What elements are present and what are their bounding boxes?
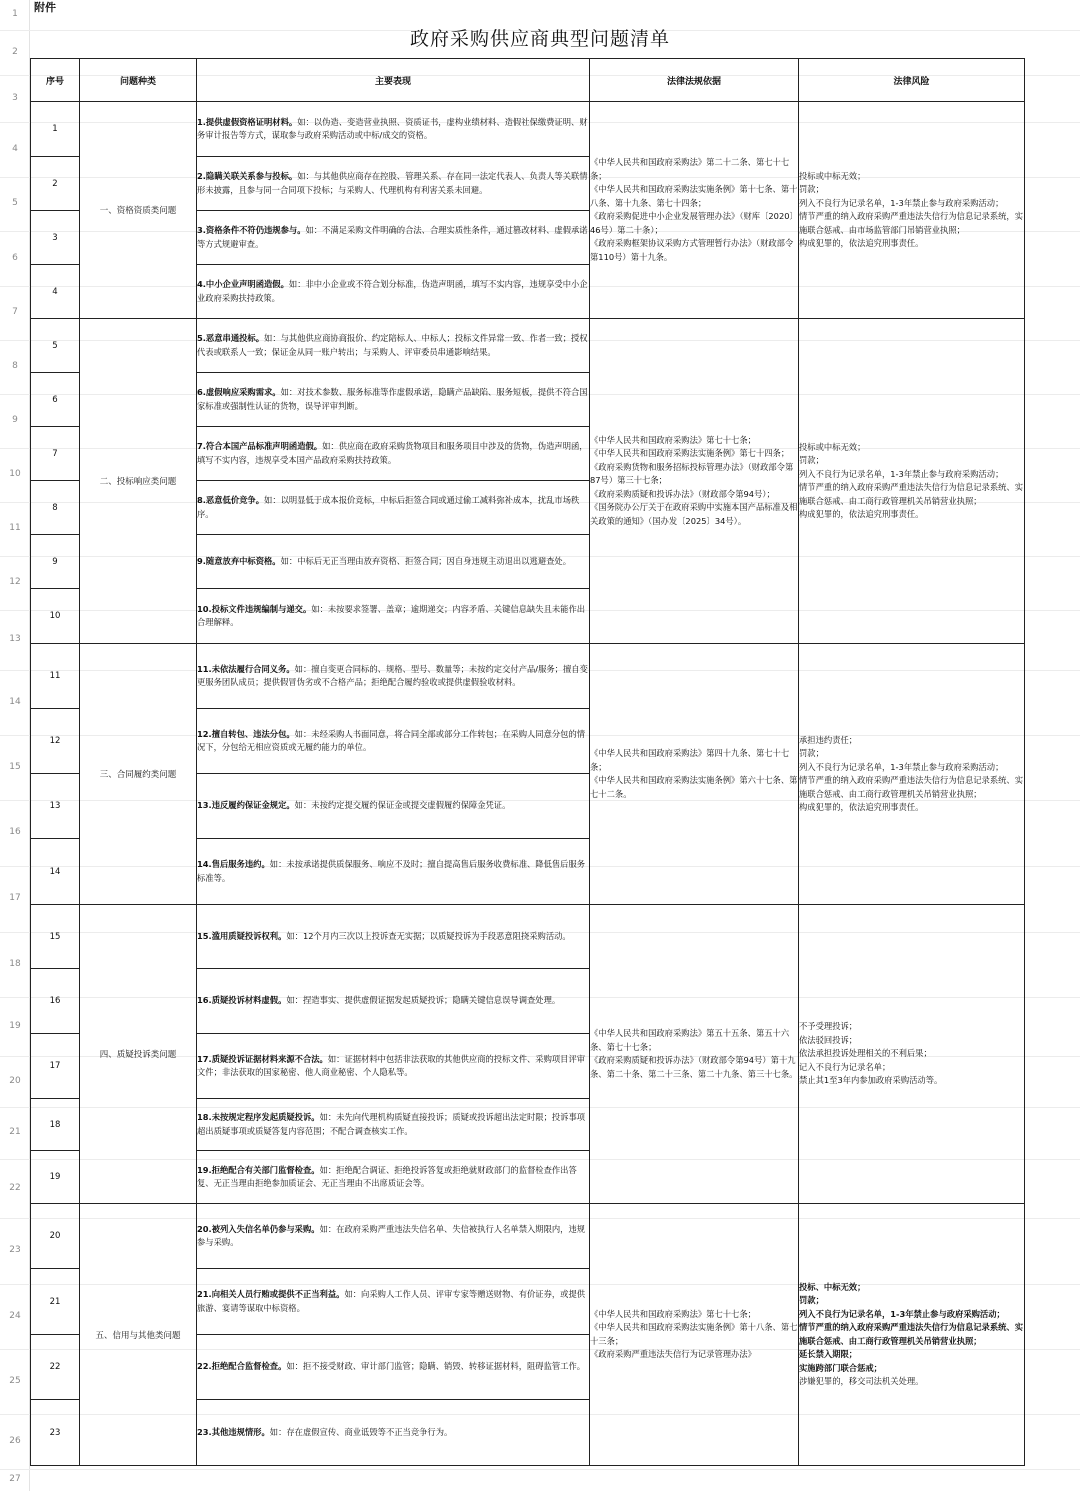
main-manifestation-cell [197,1099,590,1151]
problem-description: 如：擅自变更合同标的、规格、型号、数量等；未按约定交付产品/服务；擅自变更服务团队成员；提供假冒伪劣或不合格产品；拒绝配合履约验收或提供虚假验收材料。 [197,663,588,687]
legal-risk-item: 禁止其1至3年内参加政府采购活动等。 [799,1075,943,1086]
main-manifestation-cell [197,373,590,427]
problem-description: 如：未先向代理机构质疑直接投诉；质疑或投诉超出法定时限；投诉事项超出质疑事项或质疑答复内容范围；不配合调查核实工作。 [197,1112,586,1136]
main-manifestation-cell [197,1034,590,1099]
legal-risk-item: 罚款； [799,184,824,194]
problem-description: 如：未按承诺提供质保服务、响应不及时；擅自提高售后服务收费标准、降低售后服务标准等。 [197,859,586,883]
problem-title: 2.隐瞒关联关系参与投标。 [197,171,298,181]
problem-description: 如：捏造事实、提供虚假证据发起质疑投诉；隐瞒关键信息误导调查处理。 [286,995,561,1006]
main-manifestation-cell [197,839,590,905]
row-number: 18 [9,958,21,969]
main-manifestation-cell [197,1204,590,1269]
legal-risk-item: 构成犯罪的，依法追究刑事责任。 [799,509,924,519]
main-manifestation-cell [197,905,590,969]
row-number: 2 [12,46,18,57]
problem-description: 如：中标后无正当理由放弃资格、拒签合同；因自身违规主动退出以逃避查处。 [280,555,572,566]
row-number: 3 [12,92,18,103]
problem-title: 1.提供虚假资格证明材料。 [197,116,298,127]
problem-description: 如：12个月内三次以上投诉查无实据；以质疑投诉为手段恶意阻挠采购活动。 [286,930,571,941]
problem-description: 如：以明显低于成本报价竞标，中标后拒签合同或通过偷工减料弥补成本，扰乱市场秩序。 [197,495,580,519]
problem-description: 如：与其他供应商存在控股、管理关系、存在同一法定代表人、负责人等关联情形未披露，且参与同一合同项下投标；与采购人、代理机构有利害关系未回避。 [197,171,588,195]
legal-risk-cell [799,644,1025,905]
legal-basis-cell: 《中华人民共和国政府采购法》第七十七条； 《中华人民共和国政府采购法实施条例》第七十四条； 《政府采购货物和服务招标投标管理办法》（财政部令第87号）第三十七条； 《政府采购质疑和投诉办法》（财政部令第94号）； 《国务院办公厅关于在政府采购中实施本国产品标准及相关政策的通知》（国办发〔2025〕34号）。 [590,319,799,644]
serial-number-cell: 14 [31,839,80,905]
problem-title: 13.违反履约保证金规定。 [197,800,295,811]
problem-description: 如：在政府采购严重违法失信名单、失信被执行人名单禁入期限内，违规参与采购。 [197,1223,586,1247]
legal-risk-cell [799,102,1025,319]
problem-title: 9.随意放弃中标资格。 [197,555,281,566]
row-number: 22 [9,1182,21,1193]
problem-title: 12.擅自转包、违法分包。 [197,728,295,739]
problem-description: 如：拒不接受财政、审计部门监管；隐瞒、销毁、转移证据材料，阻碍监管工作。 [286,1361,586,1372]
serial-number-cell: 2 [31,157,80,211]
problem-title: 3.资格条件不符仍违规参与。 [197,225,306,235]
problem-description: 如：存在虚假宣传、商业诋毁等不正当竞争行为。 [269,1426,453,1437]
legal-risk-item: 投标、中标无效； [799,1281,866,1292]
problem-description: 如：未按要求签署、盖章；逾期递交；内容矛盾、关键信息缺失且未能作出合理解释。 [197,603,586,627]
row-number: 9 [12,415,18,425]
legal-risk-item: 延长禁入期限； [799,1349,858,1359]
header-serial-number: 序号 [31,59,80,102]
legal-risk-item: 承担违约责任； [799,734,858,745]
main-manifestation-cell [197,481,590,535]
legal-risk-item: 投标或中标无效； [799,170,866,181]
problem-title: 11.未依法履行合同义务。 [197,663,295,674]
header-legal-risk: 法律风险 [799,59,1025,102]
problem-description: 如：拒绝配合调证、拒绝投诉答复或拒绝就财政部门的监督检查作出答复、无正当理由拒绝参加质证会、无正当理由不出席质证会等。 [197,1164,577,1188]
legal-risk-item: 依法驳回投诉； [799,1034,858,1045]
serial-number-cell: 3 [31,211,80,265]
problem-category-cell: 三、合同履约类问题 [80,644,197,905]
legal-risk-item: 情节严重的纳入政府采购严重违法失信行为信息记录系统、实施联合惩戒、由工商行政管理机关吊销营业执照； [799,1322,1024,1346]
row-number: 11 [9,523,21,533]
legal-risk-item: 列入不良行为记录名单，1-3年禁止参与政府采购活动； [799,1308,1005,1319]
row-number: 12 [9,577,21,587]
problem-title: 5.恶意串通投标。 [197,333,265,343]
legal-risk-cell [799,319,1025,644]
row-number: 10 [9,469,21,479]
problem-description: 如：以伪造、变造营业执照、资质证书，虚构业绩材料、造假社保缴费证明、财务审计报告等方式，谋取参与政府采购活动或中标/成交的资格。 [197,116,588,140]
main-manifestation-cell [197,1335,590,1400]
table-header-row [31,59,1025,102]
problem-description: 如：证据材料中包括非法获取的其他供应商的投标文件、采购项目评审文件；非法获取的国家秘密、他人商业秘密、个人隐私等。 [197,1053,586,1077]
row-number: 19 [9,1020,21,1031]
legal-risk-item: 情节严重的纳入政府采购严重违法失信行为信息记录系统、实施联合惩戒、由工商行政管理机关吊销营业执照； [799,775,1024,799]
legal-risk-item: 构成犯罪的，依法追究刑事责任。 [799,802,924,812]
row-number: 1 [12,9,18,19]
table-row [31,102,1025,157]
legal-risk-item: 依法承担投诉处理相关的不利后果； [799,1048,932,1059]
problem-category-cell: 五、信用与其他类问题 [80,1204,197,1466]
problem-title: 7.符合本国产品标准声明函造假。 [197,441,323,451]
problem-title: 8.恶意低价竞争。 [197,495,265,505]
header-problem-category: 问题种类 [80,59,197,102]
problem-list-table [30,58,1025,1466]
serial-number-cell: 7 [31,427,80,481]
problem-description: 如：向采购人工作人员、评审专家等赠送财物、有价证券，或提供旅游、宴请等谋取中标资格。 [197,1289,586,1313]
problem-description: 如：与其他供应商协商报价、约定陪标人、中标人；投标文件异常一致、作者一致；授权代表或联系人一致；保证金从同一账户转出；与采购人、评审委员串通影响结果。 [197,333,588,357]
row-number: 14 [9,696,21,707]
problem-title: 17.质疑投诉证据材料来源不合法。 [197,1053,328,1064]
main-manifestation-cell [197,1400,590,1466]
serial-number-cell: 8 [31,481,80,535]
row-number: 26 [9,1435,21,1446]
serial-number-cell: 19 [31,1151,80,1204]
problem-title: 18.未按规定程序发起质疑投诉。 [197,1112,320,1122]
row-number: 6 [12,252,18,263]
legal-risk-item: 涉嫌犯罪的，移交司法机关处理。 [799,1376,924,1386]
legal-risk-item: 列入不良行为记录名单，1-3年禁止参与政府采购活动； [799,197,1004,208]
table-row [31,644,1025,709]
serial-number-cell: 15 [31,905,80,969]
main-manifestation-cell [197,969,590,1034]
legal-basis-cell: 《中华人民共和国政府采购法》第五十五条、第五十六条、第七十七条； 《政府采购质疑和投诉办法》（财政部令第94号）第十九条、第二十条、第二十三条、第二十九条、第三十七条。 [590,905,799,1204]
problem-title: 21.向相关人员行贿或提供不正当利益。 [197,1289,345,1299]
row-number: 27 [9,1474,21,1484]
serial-number-cell: 13 [31,774,80,839]
problem-description: 如：对技术参数、服务标准等作虚假承诺，隐瞒产品缺陷、服务短板，提供不符合国家标准或强制性认证的货物，误导评审判断。 [197,387,588,411]
main-manifestation-cell [197,535,590,589]
problem-title: 23.其他违规情形。 [197,1426,270,1437]
problem-description: 如：不满足采购文件明确的合法、合理实质性条件，通过篡改材料、虚假承诺等方式规避审查。 [197,225,588,249]
row-number: 25 [9,1375,21,1386]
row-number: 7 [12,307,18,317]
legal-basis-cell: 《中华人民共和国政府采购法》第二十二条、第七十七条； 《中华人民共和国政府采购法实施条例》第十七条、第十八条、第十九条、第七十四条； 《政府采购促进中小企业发展管理办法》（财库〔2020〕46号）第二十条）； 《政府采购框架协议采购方式管理暂行办法》（财政部令第110号）第十九条。 [590,102,799,319]
legal-risk-item: 罚款； [799,455,824,465]
main-manifestation-cell [197,709,590,774]
problem-description: 如：未按约定提交履约保证金或提交虚假履约保障金凭证。 [294,800,511,811]
problem-title: 16.质疑投诉材料虚假。 [197,995,287,1006]
serial-number-cell: 20 [31,1204,80,1269]
problem-title: 19.拒绝配合有关部门监督检查。 [197,1164,320,1175]
table-row [31,905,1025,969]
problem-category-cell: 二、投标响应类问题 [80,319,197,644]
legal-risk-item: 投标或中标无效； [799,441,866,452]
serial-number-cell: 21 [31,1269,80,1335]
attachment-label: 附件 [34,1,56,14]
legal-risk-cell [799,905,1025,1204]
serial-number-cell: 9 [31,535,80,589]
problem-title: 22.拒绝配合监督检查。 [197,1361,287,1372]
main-manifestation-cell [197,644,590,709]
row-number: 17 [9,893,21,903]
problem-title: 15.滥用质疑投诉权利。 [197,930,287,941]
main-manifestation-cell [197,774,590,839]
table-row [31,1204,1025,1269]
main-manifestation-cell [197,102,590,157]
serial-number-cell: 5 [31,319,80,373]
row-number: 23 [9,1245,21,1255]
serial-number-cell: 18 [31,1099,80,1151]
legal-risk-item: 实施跨部门联合惩戒； [799,1362,882,1373]
document-title: 政府采购供应商典型问题清单 [409,28,670,50]
row-number: 8 [12,361,18,371]
problem-title: 20.被列入失信名单仍参与采购。 [197,1223,320,1234]
legal-basis-cell: 《中华人民共和国政府采购法》第七十七条； 《中华人民共和国政府采购法实施条例》第十八条、第七十三条； 《政府采购严重违法失信行为记录管理办法》 [590,1204,799,1466]
row-number: 4 [12,143,18,154]
main-manifestation-cell [197,1269,590,1335]
main-manifestation-cell [197,211,590,265]
serial-number-cell: 23 [31,1400,80,1466]
row-number: 5 [12,198,18,208]
problem-category-cell: 一、资格资质类问题 [80,102,197,319]
problem-title: 10.投标文件违规编制与递交。 [197,603,312,614]
row-number: 16 [9,827,21,837]
row-number: 20 [9,1075,21,1086]
row-number: 21 [9,1127,21,1137]
legal-risk-item: 记入不良行为记录名单； [799,1061,891,1072]
legal-risk-item: 情节严重的纳入政府采购严重违法失信行为信息记录系统，实施联合惩戒、由市场监管部门吊销营业执照； [799,211,1024,235]
problem-description: 如：非中小企业或不符合划分标准，伪造声明函，填写不实内容，违规享受中小企业政府采购扶持政策。 [197,279,588,303]
problem-title: 4.中小企业声明函造假。 [197,279,289,289]
header-legal-basis: 法律法规依据 [590,59,799,102]
legal-risk-item: 罚款； [799,748,824,758]
main-manifestation-cell [197,157,590,211]
main-manifestation-cell [197,1151,590,1204]
problem-title: 14.售后服务违约。 [197,859,270,869]
main-manifestation-cell [197,589,590,644]
legal-risk-item: 罚款； [799,1295,824,1305]
row-gridline [0,1469,1080,1470]
problem-title: 6.虚假响应采购需求。 [197,387,281,397]
legal-risk-cell [799,1204,1025,1466]
main-manifestation-cell [197,427,590,481]
legal-basis-cell: 《中华人民共和国政府采购法》第四十九条、第七十七条； 《中华人民共和国政府采购法实施条例》第六十七条、第七十二条。 [590,644,799,905]
serial-number-cell: 11 [31,644,80,709]
row-number: 15 [9,761,21,772]
serial-number-cell: 4 [31,265,80,319]
main-manifestation-cell [197,265,590,319]
main-manifestation-cell [197,319,590,373]
serial-number-cell: 6 [31,373,80,427]
legal-risk-item: 不予受理投诉； [799,1021,858,1032]
legal-risk-item: 情节严重的纳入政府采购严重违法失信行为信息记录系统、实施联合惩戒、由工商行政管理机关吊销营业执照； [799,482,1024,506]
row-number: 24 [9,1310,21,1321]
serial-number-cell: 12 [31,709,80,774]
legal-risk-item: 列入不良行为记录名单，1-3年禁止参与政府采购活动； [799,761,1004,772]
problem-category-cell: 四、质疑投诉类问题 [80,905,197,1204]
legal-risk-item: 列入不良行为记录名单，1-3年禁止参与政府采购活动； [799,468,1004,479]
serial-number-cell: 10 [31,589,80,644]
problem-description: 如：供应商在政府采购货物项目和服务项目中涉及的货物，伪造声明函，填写不实内容，违规享受本国产品政府采购扶持政策。 [197,441,588,465]
serial-number-cell: 1 [31,102,80,157]
serial-number-cell: 17 [31,1034,80,1099]
row-number: 13 [9,634,21,644]
serial-number-cell: 16 [31,969,80,1034]
table-row [31,319,1025,373]
legal-risk-item: 构成犯罪的，依法追究刑事责任。 [799,238,924,248]
problem-description: 如：未经采购人书面同意，将合同全部或部分工作转包；在采购人同意分包的情况下，分包给无相应资质或无履约能力的单位。 [197,728,586,752]
header-main-manifestation: 主要表现 [197,59,590,102]
serial-number-cell: 22 [31,1335,80,1400]
